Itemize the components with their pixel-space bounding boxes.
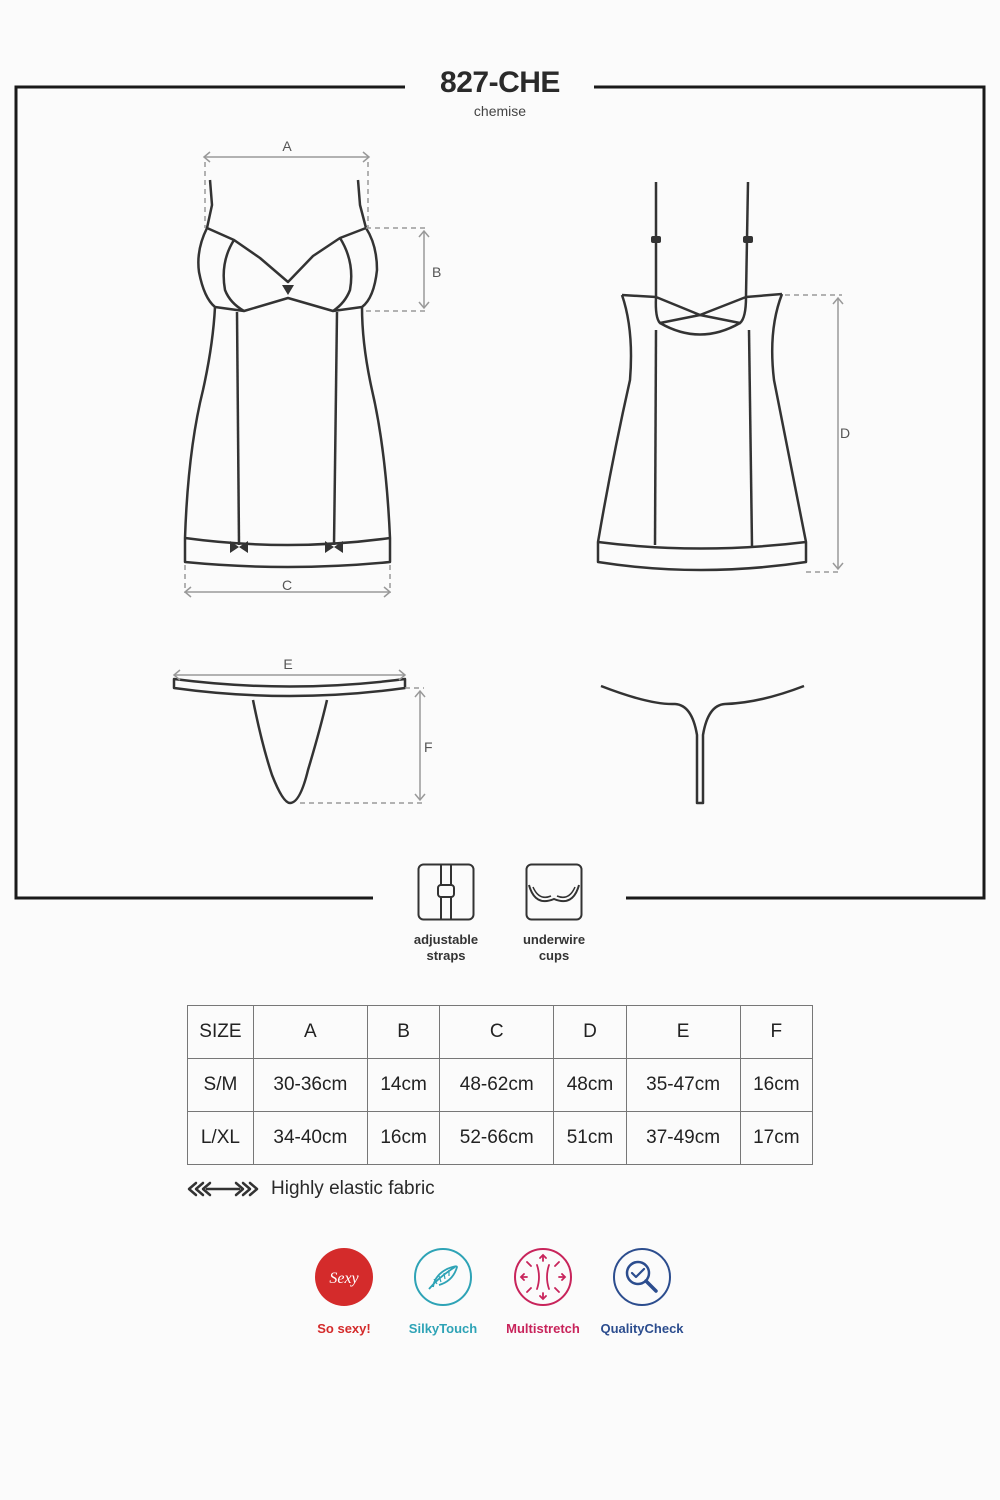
dim-label-f: F bbox=[424, 739, 433, 755]
chemise-front-drawing bbox=[185, 180, 390, 567]
badge-label: QualityCheck bbox=[600, 1321, 684, 1336]
table-cell: 48-62cm bbox=[440, 1059, 554, 1112]
table-cell: 51cm bbox=[554, 1112, 626, 1165]
table-cell: 16cm bbox=[740, 1059, 812, 1112]
table-cell: 35-47cm bbox=[626, 1059, 740, 1112]
dimension-lines-back bbox=[785, 295, 843, 572]
table-header-cell: D bbox=[554, 1006, 626, 1059]
dim-label-d: D bbox=[840, 425, 851, 441]
product-type: chemise bbox=[473, 103, 527, 119]
table-cell: 34-40cm bbox=[253, 1112, 367, 1165]
table-header-row bbox=[188, 1006, 813, 1059]
table-cell: 52-66cm bbox=[440, 1112, 554, 1165]
stretch-arrows-icon bbox=[513, 1247, 573, 1307]
dim-label-e: E bbox=[283, 656, 293, 672]
feature-label: underwire cups bbox=[522, 932, 586, 963]
feature-underwire-cups bbox=[494, 863, 614, 964]
badge-qualitycheck bbox=[587, 1247, 697, 1336]
magnifier-check-icon bbox=[612, 1247, 672, 1307]
table-cell: S/M bbox=[188, 1059, 254, 1112]
elastic-note bbox=[187, 1178, 435, 1200]
product-code: 827-CHE bbox=[440, 66, 560, 99]
frame bbox=[16, 87, 984, 898]
table-row bbox=[188, 1112, 813, 1165]
badge-so-sexy bbox=[289, 1247, 399, 1336]
table-row bbox=[188, 1059, 813, 1112]
table-cell: 30-36cm bbox=[253, 1059, 367, 1112]
feature-adjustable-straps bbox=[386, 863, 506, 964]
elastic-note-text: Highly elastic fabric bbox=[271, 1178, 435, 1199]
table-cell: L/XL bbox=[188, 1112, 254, 1165]
table-cell: 48cm bbox=[554, 1059, 626, 1112]
badge-silkytouch bbox=[388, 1247, 498, 1336]
thong-front-drawing bbox=[174, 679, 405, 803]
strap-slider-icon bbox=[651, 236, 753, 243]
badge-label: SilkyTouch bbox=[408, 1321, 478, 1336]
dim-label-b: B bbox=[432, 264, 442, 280]
badge-multistretch bbox=[488, 1247, 598, 1336]
table-header-cell: A bbox=[253, 1006, 367, 1059]
dim-label-c: C bbox=[281, 577, 293, 593]
feature-label: adjustable straps bbox=[413, 932, 479, 963]
badge-label: Multistretch bbox=[506, 1321, 580, 1336]
table-header-cell: SIZE bbox=[188, 1006, 254, 1059]
adjustable-strap-icon bbox=[417, 863, 475, 921]
table-cell: 37-49cm bbox=[626, 1112, 740, 1165]
table-cell: 16cm bbox=[367, 1112, 439, 1165]
bow-icon bbox=[230, 285, 343, 553]
underwire-cup-icon bbox=[525, 863, 583, 921]
table-cell: 14cm bbox=[367, 1059, 439, 1112]
table-header-cell: F bbox=[740, 1006, 812, 1059]
svg-text:Sexy: Sexy bbox=[329, 1270, 359, 1287]
table-header-cell: B bbox=[367, 1006, 439, 1059]
dim-label-a: A bbox=[282, 138, 292, 154]
stretch-arrow-icon bbox=[187, 1181, 259, 1197]
table-header-cell: C bbox=[440, 1006, 554, 1059]
dimension-lines-front bbox=[185, 152, 429, 597]
table-cell: 17cm bbox=[740, 1112, 812, 1165]
table-header-cell: E bbox=[626, 1006, 740, 1059]
chemise-back-drawing bbox=[598, 182, 806, 570]
size-table bbox=[187, 1005, 813, 1165]
feather-icon bbox=[413, 1247, 473, 1307]
thong-back-drawing bbox=[601, 686, 804, 803]
badge-label: So sexy! bbox=[317, 1321, 371, 1336]
sexy-icon bbox=[314, 1247, 374, 1307]
